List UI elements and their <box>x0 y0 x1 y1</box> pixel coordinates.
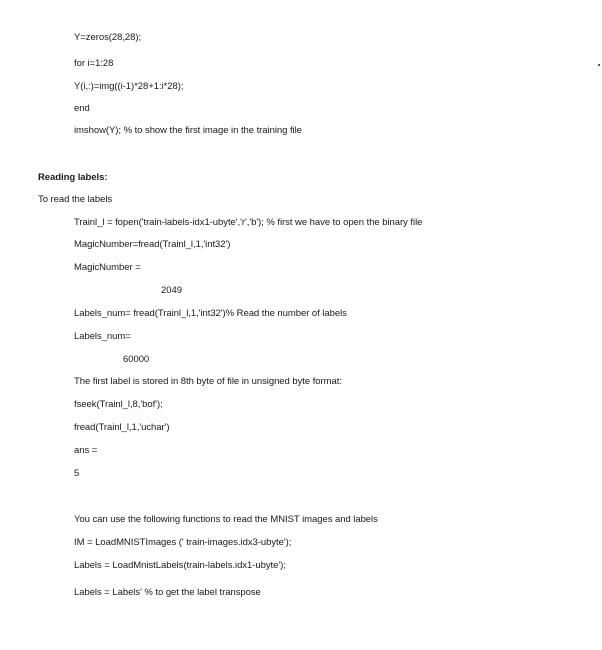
output-labels-value: 60000 <box>123 354 150 365</box>
code-line-for-loop: for i=1:28 <box>74 58 114 69</box>
code-line-fread-uchar: fread(Trainl_l,1,'uchar') <box>74 422 170 433</box>
output-ans-label: ans = <box>74 445 98 456</box>
output-labels-label: Labels_num= <box>74 331 131 342</box>
code-line-y-zeros: Y=zeros(28,28); <box>74 32 142 43</box>
output-magic-value: 2049 <box>161 285 182 296</box>
output-ans-value: 5 <box>74 468 80 479</box>
code-line-magic-fread: MagicNumber=fread(Trainl_l,1,'int32') <box>74 239 231 250</box>
code-line-fopen: Trainl_l = fopen('train-labels-idx1-ubyte','r','b'); % first we have to open the binary file <box>74 217 423 228</box>
code-line-labels-fread: Labels_num= fread(Trainl_l,1,'int32')% Read the number of labels <box>74 308 347 319</box>
code-line-imshow: imshow(Y); % to show the first image in the training file <box>74 125 302 136</box>
text-first-label-note: The first label is stored in 8th byte of file in unsigned byte format: <box>74 376 342 387</box>
text-to-read-labels: To read the labels <box>38 194 113 205</box>
code-line-fseek: fseek(Trainl_l,8,'bof'); <box>74 399 163 410</box>
section-heading-reading-labels: Reading labels: <box>38 172 108 183</box>
code-line-load-images: IM = LoadMNISTImages (' train-images.idx3-ubyte'); <box>74 537 292 548</box>
code-line-end: end <box>74 103 90 114</box>
edge-mark <box>598 64 600 66</box>
text-functions-note: You can use the following functions to read the MNIST images and labels <box>74 514 378 525</box>
output-magic-label: MagicNumber = <box>74 262 141 273</box>
code-line-transpose: Labels = Labels' % to get the label transpose <box>74 587 261 598</box>
code-line-load-labels: Labels = LoadMnistLabels(train-labels.idx1-ubyte'); <box>74 560 286 571</box>
code-line-y-assign: Y(i,:)=img((i-1)*28+1:i*28); <box>74 81 184 92</box>
